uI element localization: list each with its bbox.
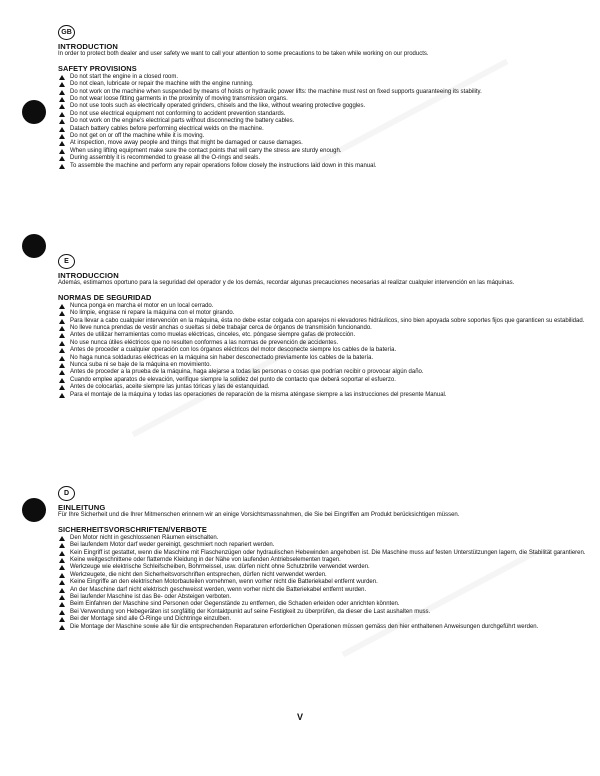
list-item: No haga nunca soldaduras eléctricas en la máquina sin haber desconectado previamente los cables de la batería. xyxy=(58,355,590,362)
list-item: Keine weitgeschnittene oder flatternde Kleidung in der Nähe von laufenden Antriebselementen tragen. xyxy=(58,557,590,564)
section-subheading: NORMAS DE SEGURIDAD xyxy=(58,292,152,302)
warning-triangle-icon xyxy=(59,602,65,607)
language-badge-e: E xyxy=(58,254,75,269)
warning-triangle-icon xyxy=(59,156,65,161)
language-badge-d: D xyxy=(58,486,75,501)
punch-hole xyxy=(22,100,46,124)
section-heading: INTRODUCTION xyxy=(58,42,119,51)
warning-triangle-icon xyxy=(59,82,65,87)
warning-triangle-icon xyxy=(59,164,65,169)
warning-triangle-icon xyxy=(59,134,65,139)
warning-triangle-icon xyxy=(59,588,65,593)
section-subheading: SICHERHEITSVORSCHRIFTEN/VERBOTE xyxy=(58,524,207,534)
list-item: Do not get on or off the machine while it is moving. xyxy=(58,133,590,140)
list-item: Do not work on the engine's electrical parts without disconnecting the battery cables. xyxy=(58,118,590,125)
list-item: Para llevar a cabo cualquier intervención en la máquina, ésta no debe estar colgada con aparejos ni elevadores hidráulicos, sino bien apoyada sobre soportes fijos que garanticen su estabilidad. xyxy=(58,318,590,325)
warning-triangle-icon xyxy=(59,565,65,570)
list-item: Do not start the engine in a closed room. xyxy=(58,74,590,81)
list-item: Antes de colocarlas, aceite siempre las juntas tóricas y las de estanquidad. xyxy=(58,384,590,391)
section-heading: INTRODUCCION xyxy=(58,271,119,280)
punch-hole xyxy=(22,234,46,258)
warning-triangle-icon xyxy=(59,127,65,132)
section-subheading: SAFETY PROVISIONS xyxy=(58,63,137,73)
warning-triangle-icon xyxy=(59,341,65,346)
warning-triangle-icon xyxy=(59,333,65,338)
list-item: Kein Eingriff ist gestattet, wenn die Maschine mit Flaschenzügen oder hydraulischen Hebewinden angehoben ist. Die Maschine muss auf festen Unterstützungen lagern, die Stabilität garantieren. xyxy=(58,550,590,557)
list-item: To assemble the machine and perform any repair operations follow closely the instructions laid down in this manual. xyxy=(58,163,590,170)
section-d xyxy=(58,482,590,631)
list-item: Para el montaje de la máquina y todas las operaciones de reparación de la misma aténgase siempre a las instrucciones del presente Manual. xyxy=(58,392,590,399)
section-gb xyxy=(58,21,590,170)
warning-triangle-icon xyxy=(59,149,65,154)
list-item: Bei der Montage sind alle O-Ringe und Dichtringe einzulben. xyxy=(58,616,590,623)
warning-triangle-icon xyxy=(59,580,65,585)
warning-triangle-icon xyxy=(59,356,65,361)
page-number: V xyxy=(296,712,303,722)
warning-triangle-icon xyxy=(59,393,65,398)
warning-triangle-icon xyxy=(59,141,65,146)
list-item: Antes de utilizar herramientas como muelas eléctricas, cinceles, etc. póngase siempre gafas de protección. xyxy=(58,332,590,339)
warning-triangle-icon xyxy=(59,304,65,309)
list-item: Beim Einfahren der Maschine sind Personen oder Gegenstände zu entfernen, die Schaden erleiden oder anrichten könnten. xyxy=(58,601,590,608)
warning-triangle-icon xyxy=(59,378,65,383)
list-item: No use nunca útiles eléctricos que no resulten conformes a las normas de prevención de accidentes. xyxy=(58,340,590,347)
list-item: Bei Verwendung von Hebegeräten ist sorgfältig der Kontaktpunkt auf seine Festigkeit zu überprüfen, da dieser die Last aushalten muss. xyxy=(58,609,590,616)
list-item: An der Maschine darf nicht elektrisch geschweisst werden, wenn vorher nicht die Batteriekabel entfernt wurden. xyxy=(58,587,590,594)
list-item: Nunca ponga en marcha el motor en un local cerrado. xyxy=(58,303,590,310)
warning-triangle-icon xyxy=(59,536,65,541)
warning-triangle-icon xyxy=(59,610,65,615)
safety-list xyxy=(58,74,590,170)
list-item: Keine Eingriffe an den elektrischen Motorbauteilen vornehmen, wenn vorher nicht die Batteriekabel entfernt wurden. xyxy=(58,579,590,586)
list-item: Nunca suba ni se baje de la máquina en movimiento. xyxy=(58,362,590,369)
warning-triangle-icon xyxy=(59,558,65,563)
warning-triangle-icon xyxy=(59,363,65,368)
warning-triangle-icon xyxy=(59,595,65,600)
list-item: No lleve nunca prendas de vestir anchas o sueltas si debe trabajar cerca de órganos de transmisión funcionando. xyxy=(58,325,590,332)
list-item: Do not use electrical equipment not conforming to accident prevention standards. xyxy=(58,111,590,118)
language-badge-gb: GB xyxy=(58,25,75,40)
list-item: Die Montage der Maschine sowie alle für die entsprechenden Reparaturen erforderlichen Operationen müssen gemäss den hier enthaltenen Anweisungen durchgeführt werden. xyxy=(58,624,590,631)
warning-triangle-icon xyxy=(59,119,65,124)
list-item: Antes de proceder a la prueba de la máquina, haga alejarse a todas las personas o cosas que podrían recibir o provocar algún daño. xyxy=(58,369,590,376)
section-intro: In order to protect both dealer and user safety we want to call your attention to some precautions to be taken while working on our products. xyxy=(58,51,429,57)
list-item: Do not wear loose fitting garments in the proximity of moving transmission organs. xyxy=(58,96,590,103)
list-item: Do not clean, lubricate or repair the machine with the engine running. xyxy=(58,81,590,88)
warning-triangle-icon xyxy=(59,385,65,390)
warning-triangle-icon xyxy=(59,370,65,375)
section-intro: Für Ihre Sicherheit und die Ihrer Mitmenschen erinnern wir an einige Vorsichtsmassnahmen, die Sie bei Eingriffen am Produkt berücksichtigen müssen. xyxy=(58,512,460,518)
list-item: Do not work on the machine when suspended by means of hoists or hydraulic power lifts: the machine must rest on fixed supports guaranteeing its stability. xyxy=(58,89,590,96)
warning-triangle-icon xyxy=(59,112,65,117)
list-item: When using lifting equipment make sure the contact points that will carry the stress are sturdy enough. xyxy=(58,148,590,155)
warning-triangle-icon xyxy=(59,625,65,630)
section-heading: EINLEITUNG xyxy=(58,503,106,512)
warning-triangle-icon xyxy=(59,543,65,548)
list-item: Den Motor nicht in geschlossenen Räumen einschalten. xyxy=(58,535,590,542)
section-intro: Además, estimamos oportuno para la seguridad del operador y de los demás, recordar algunas precauciones necesarias al realizar cualquier intervención en las máquinas. xyxy=(58,280,515,286)
section-e xyxy=(58,250,590,399)
warning-triangle-icon xyxy=(59,348,65,353)
warning-triangle-icon xyxy=(59,617,65,622)
warning-triangle-icon xyxy=(59,551,65,556)
punch-hole xyxy=(22,498,46,522)
warning-triangle-icon xyxy=(59,97,65,102)
warning-triangle-icon xyxy=(59,75,65,80)
list-item: Cuando emplee aparatos de elevación, verifique siempre la solidez del punto de contacto que deberá soportar el esfuerzo. xyxy=(58,377,590,384)
list-item: At inspection, move away people and things that might be damaged or cause damages. xyxy=(58,140,590,147)
list-item: No limpie, engrase ni repare la máquina con el motor girando. xyxy=(58,310,590,317)
warning-triangle-icon xyxy=(59,319,65,324)
warning-triangle-icon xyxy=(59,311,65,316)
list-item: Antes de proceder a cualquier operación con los órganos eléctricos del motor desconecte siempre los cables de la batería. xyxy=(58,347,590,354)
list-item: Do not use tools such as electrically operated grinders, chisels and the like, without wearing protective goggles. xyxy=(58,103,590,110)
warning-triangle-icon xyxy=(59,573,65,578)
safety-list xyxy=(58,535,590,631)
warning-triangle-icon xyxy=(59,104,65,109)
list-item: Bei laufender Maschine ist das Be- oder Absteigen verboten. xyxy=(58,594,590,601)
warning-triangle-icon xyxy=(59,90,65,95)
list-item: Werkzeugete, die nicht den Sicherheitsvorschriften entsprechen, dürfen nicht verwendet werden. xyxy=(58,572,590,579)
list-item: Werkzeuge wie elektrische Schleifscheiben, Bohrmeissel, usw. dürfen nicht ohne Schutzbrille verwendet werden. xyxy=(58,564,590,571)
list-item: During assembly it is recommended to grease all the O-rings and seals. xyxy=(58,155,590,162)
list-item: Datach battery cables before performing electrical welds on the machine. xyxy=(58,126,590,133)
warning-triangle-icon xyxy=(59,326,65,331)
list-item: Bei laufendem Motor darf weder gereinigt, geschmiert noch repariert werden. xyxy=(58,542,590,549)
safety-list xyxy=(58,303,590,399)
